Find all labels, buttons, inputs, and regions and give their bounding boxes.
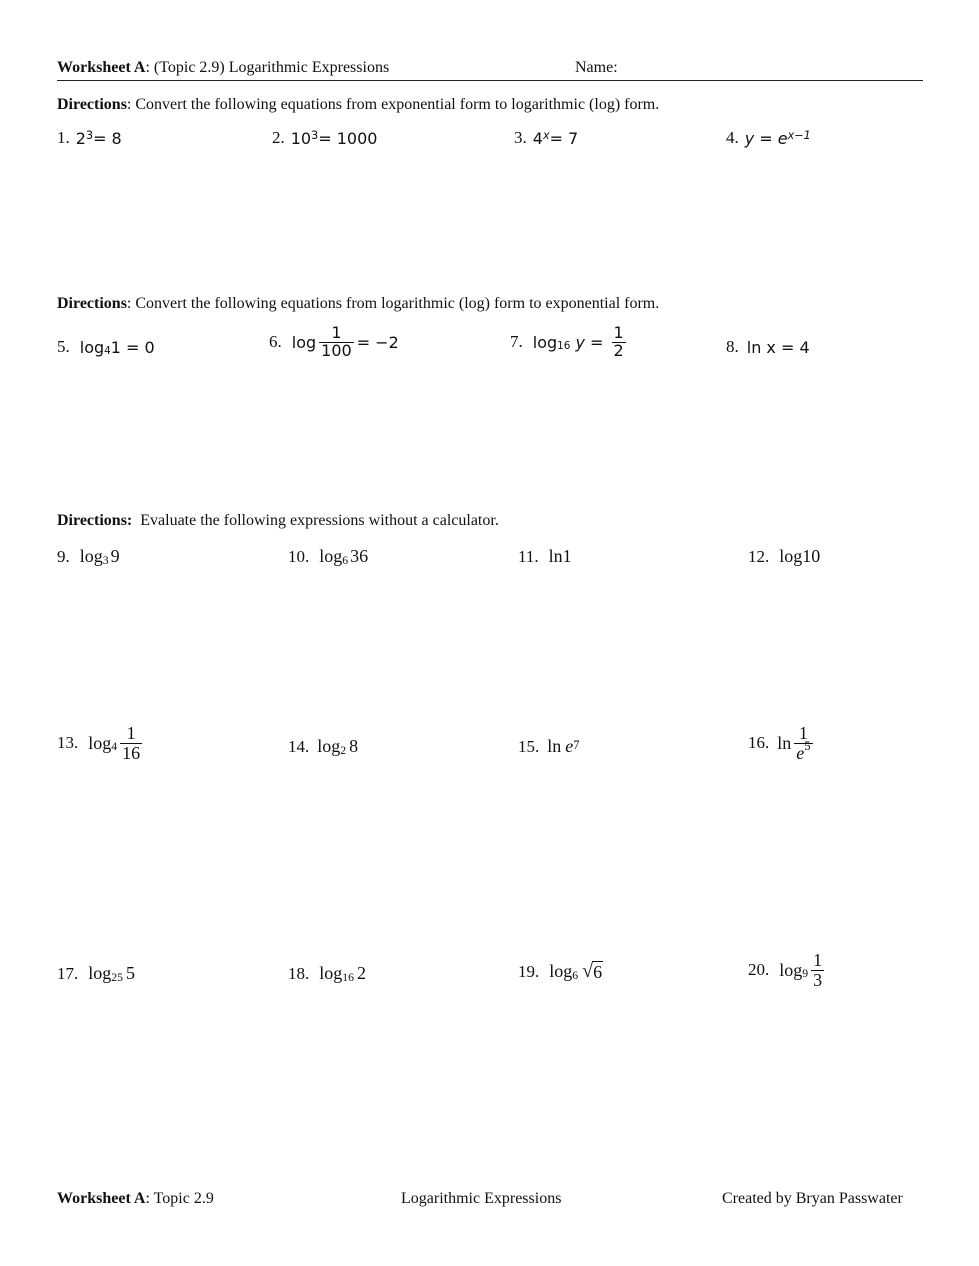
fraction: $\frac{1}{16}$ [122, 723, 141, 763]
problem-11: 11. ln1 [518, 546, 572, 566]
problem-3: 3. 4 $^x$ = 7 [514, 128, 579, 148]
problem-number: 17. [57, 963, 79, 983]
problem-number: 9. [57, 546, 70, 566]
problem-number: 14. [288, 736, 310, 756]
radical: √ 6 [582, 960, 603, 982]
footer-credit: Created by Bryan Passwater [722, 1190, 903, 1207]
problem-number: 1. [57, 128, 70, 147]
problem-8: 8. ln x = 4 [726, 337, 810, 357]
directions-text: Evaluate the following expressions without a calculator. [132, 512, 499, 529]
problem-6: 6. log $\frac{1}{100}$ = −2 [269, 323, 399, 360]
directions-1 [57, 96, 659, 114]
directions-3 [57, 512, 499, 530]
fraction: $\frac{1}{2}$ [613, 323, 624, 360]
problem-20: 20. log $_9$ $\frac{1}{3}$ [748, 950, 823, 990]
problem-number: 2. [272, 128, 285, 147]
problem-19: 19. log $_6$ √ 6 [518, 960, 603, 982]
problem-number: 12. [748, 546, 770, 566]
name-label: Name: [575, 59, 618, 76]
problem-4: 4. y = e $^{x-1}$ [726, 128, 811, 148]
problem-number: 19. [518, 961, 540, 981]
problem-number: 11. [518, 546, 539, 566]
header-rule [57, 80, 923, 81]
directions-text: : Convert the following equations from exponential form to logarithmic (log) form. [126, 96, 660, 113]
problem-15: 15. ln e $^7$ [518, 736, 580, 756]
worksheet-header [57, 59, 389, 77]
fraction: $\frac{1}{e^5}$ [796, 723, 811, 763]
fraction: $\frac{1}{100}$ [321, 323, 352, 360]
problem-12: 12. log10 [748, 546, 821, 566]
problem-13: 13. log $_4$ $\frac{1}{16}$ [57, 723, 141, 763]
directions-label: Directions [57, 295, 127, 312]
fraction: $\frac{1}{3}$ [813, 950, 823, 990]
footer-worksheet-label: Worksheet A [57, 1190, 146, 1207]
problem-16: 16. ln $\frac{1}{e^5}$ [748, 723, 811, 763]
directions-label: Directions [57, 96, 127, 113]
problem-1: 1. 2 $^3$ = 8 [57, 128, 122, 148]
problem-number: 5. [57, 337, 70, 356]
directions-text: : Convert the following equations from logarithmic (log) form to exponential form. [126, 295, 660, 312]
problem-number: 15. [518, 736, 540, 756]
directions-label: Directions: [57, 512, 133, 529]
problem-number: 6. [269, 332, 282, 352]
problem-2: 2. 10 $^3$ = 1000 [272, 128, 378, 148]
problem-14: 14. log $_2$ 8 [288, 736, 359, 757]
problem-number: 10. [288, 546, 310, 566]
problem-5: 5. log $_4$ 1 = 0 [57, 337, 155, 357]
problem-number: 7. [510, 332, 523, 352]
problem-7: 7. log $_{16}$ y = $\frac{1}{2}$ [510, 323, 624, 360]
worksheet-topic: : (Topic 2.9) Logarithmic Expressions [145, 59, 390, 76]
problem-10: 10. log $_6$ 36 [288, 546, 369, 567]
directions-2 [57, 295, 659, 313]
problem-18: 18. log $_{16}$ 2 [288, 963, 366, 984]
problem-number: 13. [57, 733, 79, 753]
problem-number: 3. [514, 128, 527, 147]
problem-number: 4. [726, 128, 739, 147]
problem-number: 16. [748, 733, 770, 753]
problem-17: 17. log $_{25}$ 5 [57, 963, 135, 984]
problem-9: 9. log $_3$ 9 [57, 546, 120, 567]
problem-number: 8. [726, 337, 739, 356]
problem-number: 18. [288, 963, 310, 983]
problem-number: 20. [748, 960, 770, 980]
worksheet-label: Worksheet A [57, 59, 146, 76]
footer-topic: : Topic 2.9 [145, 1190, 214, 1207]
footer-worksheet [57, 1190, 214, 1208]
footer-title: Logarithmic Expressions [401, 1190, 562, 1207]
